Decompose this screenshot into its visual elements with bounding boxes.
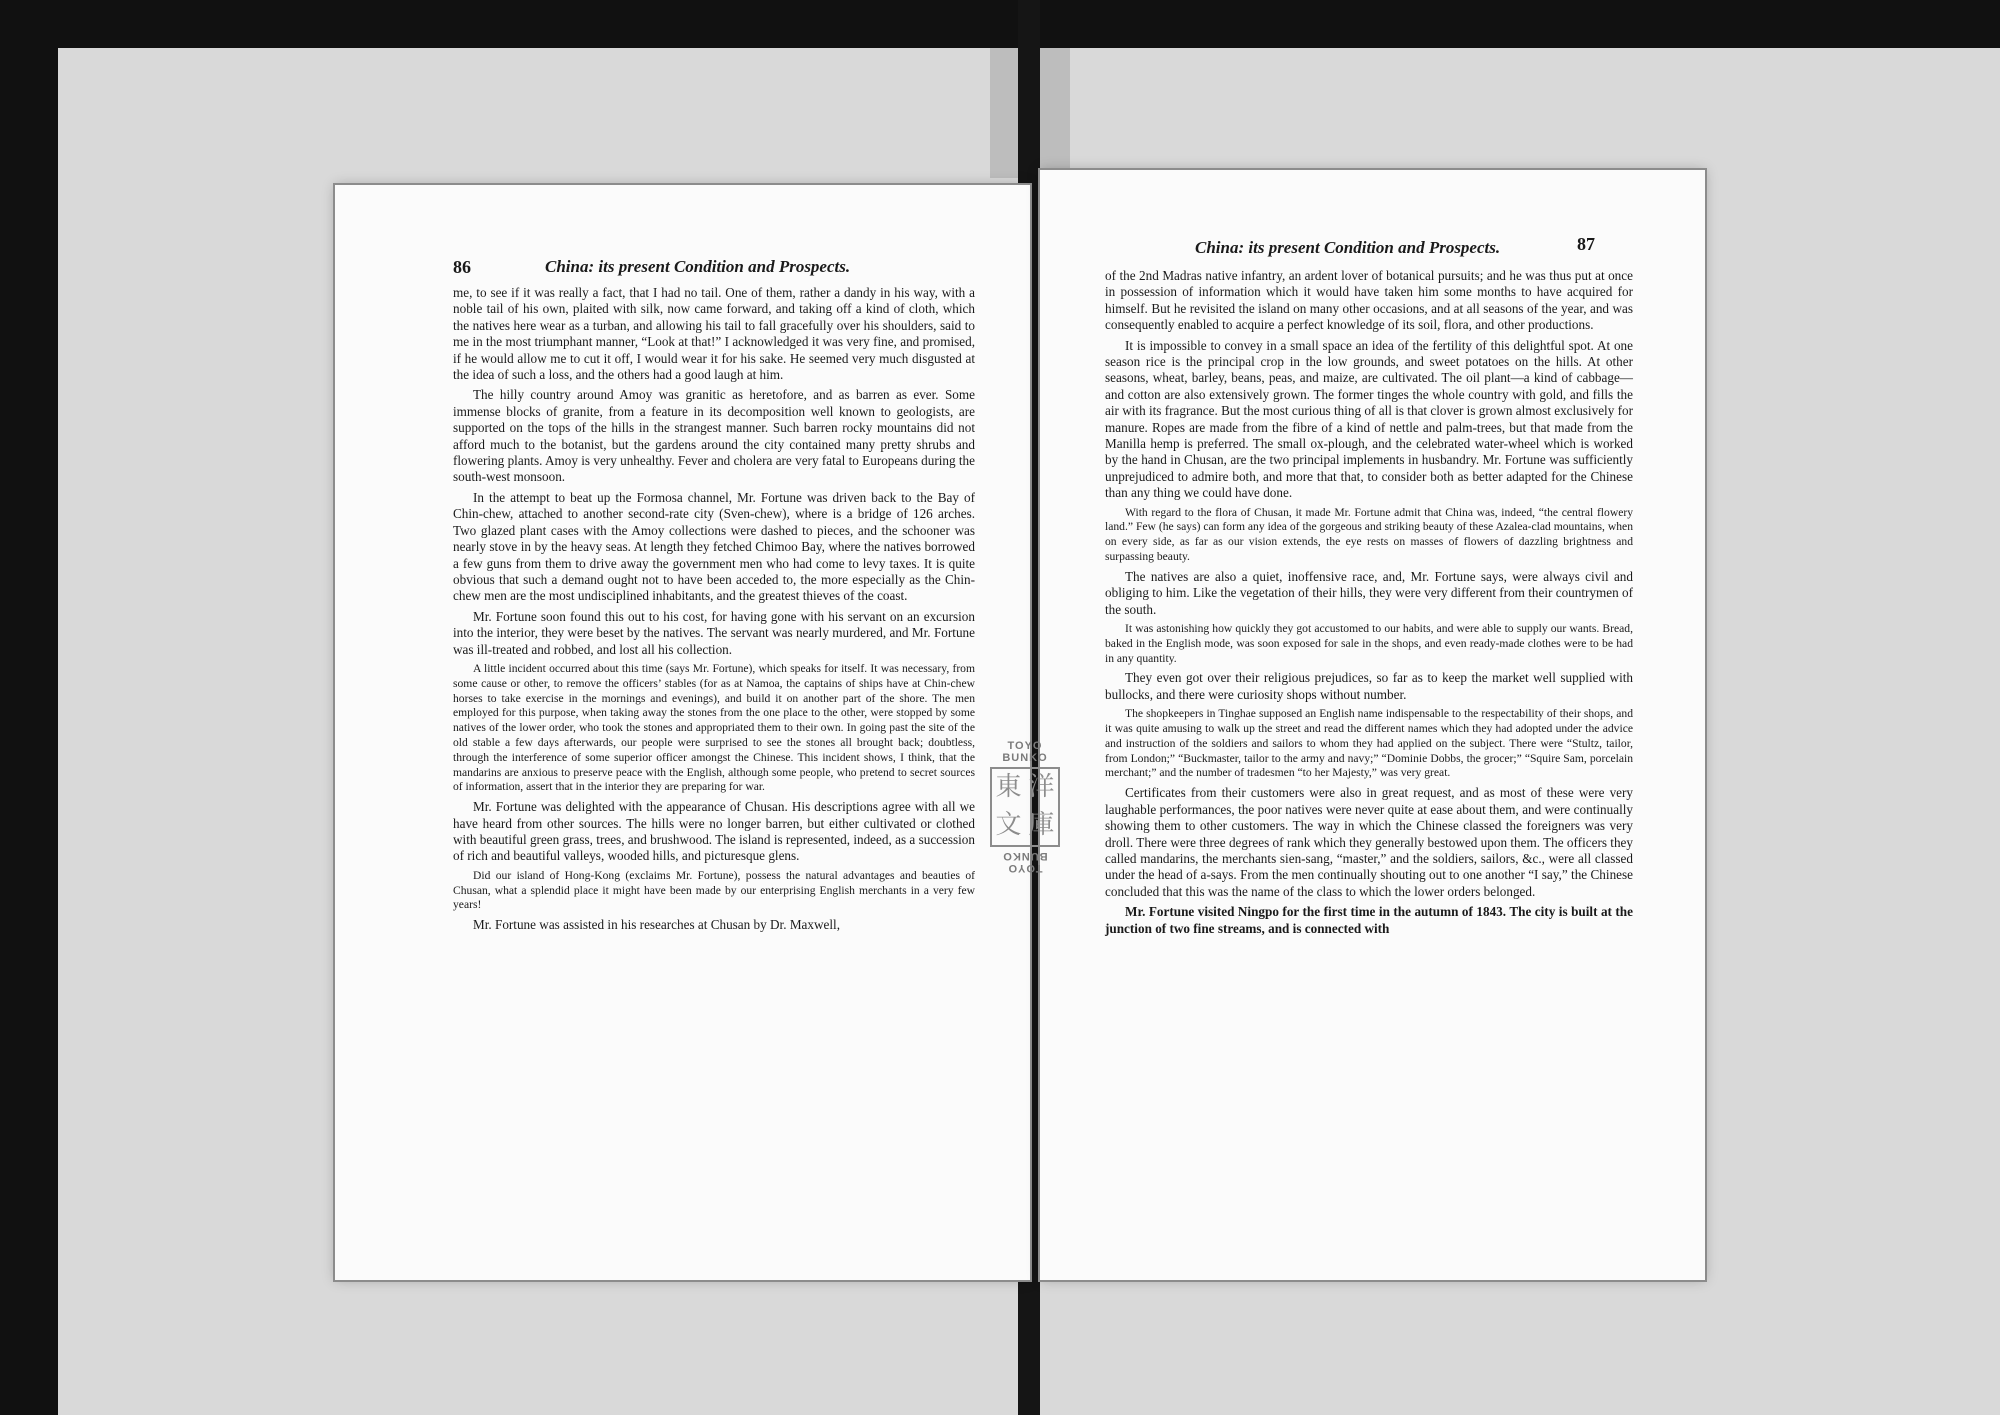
paragraph: They even got over their religious prejudices, so far as to keep the market well supplied with bullocks, and there were curiosity shops without number. — [1105, 670, 1633, 702]
paragraph: of the 2nd Madras native infantry, an ardent lover of botanical pursuits; and he was thus put at once in possession of information which it would have taken him some months to have acquired for himself. But he revisited the island on many other occasions, and at all seasons of the year, and was consequently enabled to acquire a perfect knowledge of its soil, flora, and other productions. — [1105, 268, 1633, 333]
scan-border-top — [0, 0, 2000, 48]
right-running-head — [1040, 234, 1705, 270]
left-page-text — [453, 285, 975, 938]
stamp-top-text: TOYO BUNKO — [1002, 740, 1048, 764]
quoted-paragraph: The shopkeepers in Tinghae supposed an English name indispensable to the respectability of their shops, and it was quite amusing to walk up the street and read the different names which they had adopted under the advice and instruction of the soldiers and sailors to whom they had applied on the subject. There were “Stultz, tailor, from London;” “Buckmaster, tailor to the army and navy;” “Dominie Dobbs, the grocer;” “Squire Sam, porcelain merchant;” and the number of tradesmen “to her Majesty,” was very great. — [1105, 707, 1633, 780]
paragraph: Mr. Fortune was assisted in his researches at Chusan by Dr. Maxwell, — [473, 917, 840, 933]
library-stamp — [985, 740, 1065, 874]
right-page-number: 87 — [1577, 234, 1595, 254]
paragraph: Certificates from their customers were also in great request, and as most of these were very laughable performances, the poor natives were never quite at ease about them, and were continually showing them to other customers. The way in which the Chinese classed the foreigners was very droll. There were three degrees of rank which they generally bestowed upon them. The officers they called mandarins, the merchants sien-sang, “master,” and the soldiers, sailors, &c., were all classed under the head of a-says. From the men continually shouting out to one another “I say,” the Chinese concluded that this was the name of the class to which the lower orders belonged. — [1105, 785, 1633, 899]
stamp-seal — [990, 767, 1060, 847]
stamp-character: 文 — [995, 810, 1022, 839]
left-page — [335, 185, 1030, 1280]
left-running-title: China: its present Condition and Prospects. — [545, 257, 851, 276]
right-page — [1040, 170, 1705, 1280]
right-running-title: China: its present Condition and Prospects. — [1195, 238, 1501, 257]
paragraph: In the attempt to beat up the Formosa channel, Mr. Fortune was driven back to the Bay of Chin-chew, attached to another second-rate city (Sven-chew), where is a bridge of 126 arches. Two glazed plant cases with the Amoy collections were dashed to pieces, and the schooner was nearly stove in by the heavy seas. At length they fetched Chimoo Bay, where the natives borrowed a few guns from them to drive away the government men who had come to levy taxes. It is quite obvious that such a demand ought not to have been acceded to, the more especially as the Chin-chew men are the most undisciplined inhabitants, and the greatest thieves of the coast. — [453, 489, 975, 604]
right-page-text — [1105, 268, 1633, 941]
stamp-character: 洋 — [1028, 772, 1055, 801]
paragraph: It is impossible to convey in a small space an idea of the fertility of this delightful spot. At one season rice is the principal crop in the low grounds, and sweet potatoes on the hills. At other seasons, wheat, barley, beans, peas, and maize, are cultivated. The oil plant—a kind of cabbage—and cotton are also extensively grown. The former tinges the whole country with gold, and fills the air with its fragrance. But the most curious thing of all is that clover is grown almost exclusively for manure. Ropes are made from the fibre of a kind of nettle and palm-trees, but that made from the Manilla hemp is preferred. The small ox-plough, and the celebrated water-wheel which is worked by the hand in Chusan, are the two principal implements in husbandry. Mr. Fortune was sufficiently unprejudiced to admire both, and more that that, to consider both as better adapted for the Chinese than any thing we could have done. — [1105, 337, 1633, 501]
paragraph: Mr. Fortune soon found this out to his cost, for having gone with his servant on an excursion into the interior, they were beset by the natives. The servant was nearly murdered, and Mr. Fortune was ill-treated and robbed, and lost all his collection. — [453, 608, 975, 657]
scan-border-left — [0, 0, 58, 1415]
quoted-paragraph: Did our island of Hong-Kong (exclaims Mr. Fortune), possess the natural advantages and beauties of Chusan, what a splendid place it might have been made by our enterprising English merchants in a very few years! — [453, 868, 975, 912]
stamp-character: 庫 — [1028, 810, 1055, 839]
quoted-paragraph: With regard to the flora of Chusan, it made Mr. Fortune admit that China was, indeed, “the central flowery land.” Few (he says) can form any idea of the gorgeous and striking beauty of these Azalea-clad mountains, when on every side, as far as our vision extends, the eye rests on masses of flowers of dazzling brightness and surpassing beauty. — [1105, 505, 1633, 564]
quoted-paragraph: It was astonishing how quickly they got accustomed to our habits, and were able to supply our wants. Bread, baked in the English mode, was soon exposed for sale in the shops, and even ready-made clothes were to be had in any quantity. — [1105, 622, 1633, 665]
left-running-head — [335, 257, 1030, 285]
stamp-bottom-text: TOYO BUNKO — [1002, 850, 1048, 874]
stamp-character: 東 — [995, 772, 1022, 801]
paragraph: The natives are also a quiet, inoffensive race, and, Mr. Fortune says, were always civil and obliging to him. Like the vegetation of their hills, they were very different from their countrymen of the south. — [1105, 568, 1633, 617]
paragraph: me, to see if it was really a fact, that I had no tail. One of them, rather a dandy in his way, with a noble tail of his own, plaited with silk, now came forward, and taking off a kind of cloth, which the natives here wear as a turban, and allowing his tail to fall gracefully over his shoulders, said to me in the most triumphant manner, “Look at that!” I acknowledged it was very fine, and promised, if he would allow me to cut it off, I would wear it for his sake. He seemed very much disgusted at the idea of such a loss, and the others had a good laugh at him. — [453, 285, 975, 383]
paragraph: Mr. Fortune was delighted with the appearance of Chusan. His descriptions agree with all we have heard from other sources. The hills were no longer barren, but either cultivated or clothed with beautiful green grass, trees, and brushwood. The island is represented, indeed, as a succession of rich and beautiful valleys, wooded hills, and picturesque glens. — [453, 799, 975, 864]
left-page-number: 86 — [453, 257, 471, 277]
paragraph: Mr. Fortune visited Ningpo for the first time in the autumn of 1843. The city is built at the junction of two fine streams, and is connected with — [1105, 904, 1633, 936]
quoted-paragraph: A little incident occurred about this time (says Mr. Fortune), which speaks for itself. It was necessary, from some cause or other, to remove the officers’ stables (for as at Namoa, the captains of ships have at Chin-chew horses to take exercise in the mornings and evenings), and build it on another part of the shore. The men employed for this purpose, when taking away the stones from the one place to the other, were stopped by some natives of the lower order, who took the stones and appropriated them to their own. In going past the site of the old stable a few days afterwards, our people were surprised to see the stones all brought back; doubtless, through the interference of some superior officer amongst the Chinese. This incident shows, I think, that the mandarins are anxious to preserve peace with the English, although some people, who pretend to secret sources of information, assert that in the interior they are preparing for war. — [453, 661, 975, 794]
paragraph: The hilly country around Amoy was granitic as heretofore, and as barren as ever. Some immense blocks of granite, from a feature in its decomposition well known to geologists, are supported on the tops of the hills in the strangest manner. Such barren rocky mountains did not afford much to the botanist, but the gardens around the city contained many pretty shrubs and flowering plants. Amoy is very unhealthy. Fever and cholera are very fatal to Europeans during the south-west monsoon. — [453, 387, 975, 485]
